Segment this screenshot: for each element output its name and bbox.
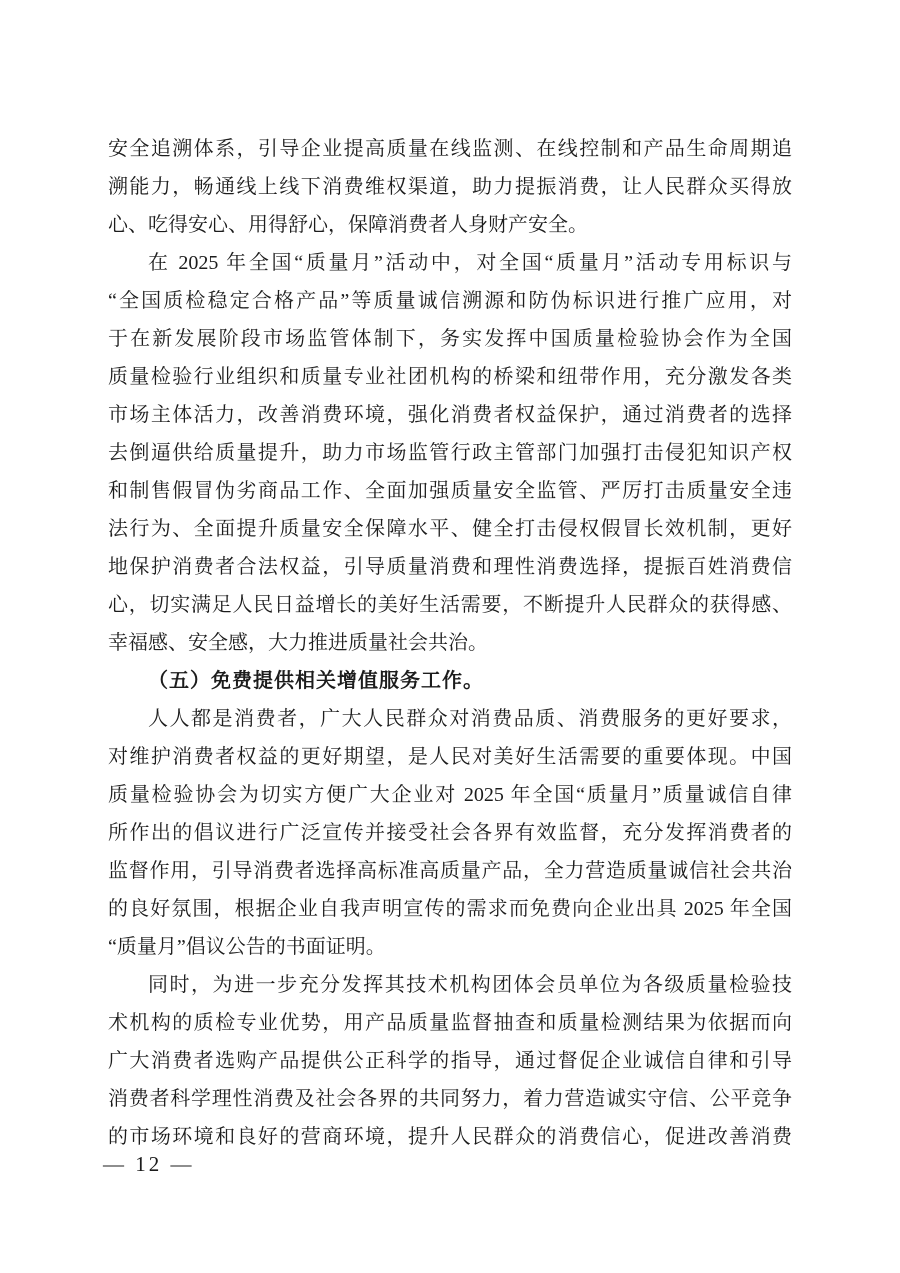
text-line: 同时，为进一步充分发挥其技术机构团体会员单位为各级质量检验技 bbox=[148, 974, 792, 996]
text-line: 去倒逼供给质量提升，助力市场监管行政主管部门加强打击侵犯知识产权 bbox=[108, 442, 792, 464]
text-line: 市场主体活力，改善消费环境，强化消费者权益保护，通过消费者的选择 bbox=[108, 404, 792, 426]
text-line: 术机构的质检专业优势，用产品质量监督抽查和质量检测结果为依据而向 bbox=[108, 1012, 792, 1034]
text-line: 心，切实满足人民日益增长的美好生活需要，不断提升人民群众的获得感、 bbox=[108, 594, 792, 616]
text-line: 监督作用，引导消费者选择高标准高质量产品，全力营造质量诚信社会共治 bbox=[108, 860, 792, 882]
section-heading-five bbox=[108, 662, 792, 700]
text-line: 的良好氛围，根据企业自我声明宣传的需求而免费向企业出具 2025 年全国 bbox=[108, 898, 792, 920]
paragraph-quality-month-promotion bbox=[108, 244, 792, 662]
text-line: 质量检验协会为切实方便广大企业对 2025 年全国“质量月”质量诚信自律 bbox=[108, 784, 792, 806]
text-line: 安全追溯体系，引导企业提高质量在线监测、在线控制和产品生命周期追 bbox=[108, 138, 792, 160]
text-line: 法行为、全面提升质量安全保障水平、健全打击侵权假冒长效机制，更好 bbox=[108, 518, 792, 540]
text-line: 幸福感、安全感，大力推进质量社会共治。 bbox=[108, 632, 488, 654]
document-body bbox=[108, 130, 792, 1156]
text-line: 地保护消费者合法权益，引导质量消费和理性消费选择，提振百姓消费信 bbox=[108, 556, 792, 578]
text-line: 于在新发展阶段市场监管体制下，务实发挥中国质量检验协会作为全国 bbox=[108, 328, 792, 350]
page-number: — 12 — bbox=[103, 1152, 195, 1176]
section-heading-text: （五）免费提供相关增值服务工作。 bbox=[148, 670, 484, 692]
text-line: 溯能力，畅通线上线下消费维权渠道，助力提振消费，让人民群众买得放 bbox=[108, 176, 792, 198]
paragraph-technical-guidance bbox=[108, 966, 792, 1156]
text-line: 在 2025 年全国“质量月”活动中，对全国“质量月”活动专用标识与 bbox=[148, 252, 792, 274]
text-line: 所作出的倡议进行广泛宣传并接受社会各界有效监督，充分发挥消费者的 bbox=[108, 822, 792, 844]
paragraph-traceability bbox=[108, 130, 792, 244]
text-line: “质量月”倡议公告的书面证明。 bbox=[108, 936, 386, 958]
text-line: 和制售假冒伪劣商品工作、全面加强质量安全监管、严厉打击质量安全违 bbox=[108, 480, 792, 502]
text-line: 质量检验行业组织和质量专业社团机构的桥梁和纽带作用，充分激发各类 bbox=[108, 366, 792, 388]
paragraph-consumer-supervision bbox=[108, 700, 792, 966]
text-line: 消费者科学理性消费及社会各界的共同努力，着力营造诚实守信、公平竞争 bbox=[108, 1088, 792, 1110]
text-line: 广大消费者选购产品提供公正科学的指导，通过督促企业诚信自律和引导 bbox=[108, 1050, 792, 1072]
text-line: 心、吃得安心、用得舒心，保障消费者人身财产安全。 bbox=[108, 214, 588, 236]
text-line: 人人都是消费者，广大人民群众对消费品质、消费服务的更好要求， bbox=[148, 708, 792, 730]
text-line: 对维护消费者权益的更好期望，是人民对美好生活需要的重要体现。中国 bbox=[108, 746, 792, 768]
text-line: “全国质检稳定合格产品”等质量诚信溯源和防伪标识进行推广应用，对 bbox=[108, 290, 792, 312]
text-line: 的市场环境和良好的营商环境，提升人民群众的消费信心，促进改善消费 bbox=[108, 1126, 792, 1148]
